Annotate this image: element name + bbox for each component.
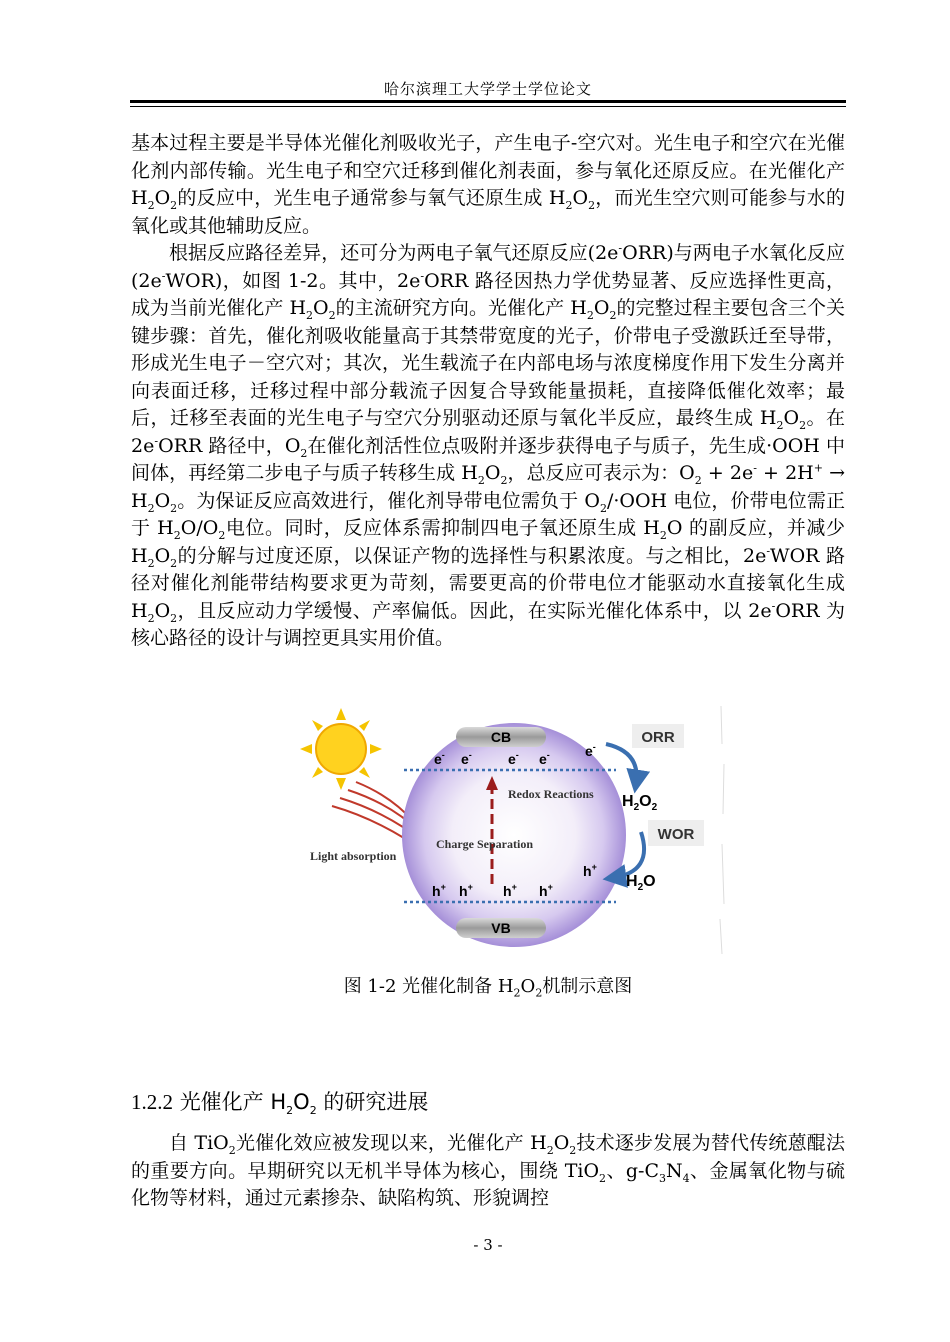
charge-separation-label: Charge Separation <box>436 837 533 851</box>
vb-label: VB <box>491 920 511 936</box>
scan-edge-marks <box>720 706 724 954</box>
page-number: - 3 - <box>473 1236 503 1254</box>
light-absorption-label: Light absorption <box>310 849 397 863</box>
mechanism-figure <box>296 704 740 966</box>
wor-label: WOR <box>657 826 695 843</box>
hole-2: h+ <box>459 882 473 899</box>
header-rule-thick <box>130 100 846 103</box>
paragraph-2: 根据反应路径差异，还可分为两电子氧气还原反应(2e-ORR)与两电子水氧化反应(2e-WOR)，如图 1-2。其中，2e-ORR 路径因热力学优势显著、反应选择性更高，成为当前光催化产 $H_2O_2$的主流研究方向。光催化产 $H_2O_2$的完整过程主要包含三个关键步骤：首先，催化剂吸收能量高于其禁带宽度的光子，价带电子受激跃迁至导带，形成光生电子－空穴对；其次，光生载流子在内部电场与浓度梯度作用下发生分离并向表面迁移，迁移过程中部分载流子因复合导致能量损耗，直接降低催化效率；最后，迁移至表面的光生电子与空穴分别驱动还原与氧化半反应，最终生成 $H_2O_2$。在 2e-ORR 路径中，$O_2$在催化剂活性位点吸附并逐步获得电子与质子，先生成·OOH 中间体，再经第二步电子与质子转移生成 $H_2O_2$，总反应可表示为：$O_2 + 2e^- + 2H^+ \to H_2O_2$。为保证反应高效进行，催化剂导带电位需负于 $O_2/\cdot OOH$ 电位，价带电位需正于 $H_2O/O_2$电位。同时，反应体系需抑制四电子氧还原生成 $H_2O$ 的副反应，并减少 $H_2O_2$的分解与过度还原，以保证产物的选择性与积累浓度。与之相比，2e-WOR 路径对催化剂能带结构要求更为苛刻，需要更高的价带电位才能驱动水直接氧化生成 $H_2O_2$，且反应动力学缓慢、产率偏低。因此，在实际光催化体系中，以 2e-ORR 为核心路径的设计与调控更具实用价值。 <box>131 241 845 649</box>
orr-label: ORR <box>641 729 675 746</box>
hole-3: h+ <box>503 882 517 899</box>
paragraph-1: 基本过程主要是半导体光催化剂吸收光子，产生电子-空穴对。光生电子和空穴在光催化剂内部传输。光生电子和空穴迁移到催化剂表面，参与氧化还原反应。在光催化产 $H_2O_2$的反应中，光生电子通常参与氧气还原生成 $H_2O_2$，而光生空穴则可能参与水的氧化或其他辅助反应。 <box>131 132 845 237</box>
body-text-bottom <box>131 1130 845 1213</box>
running-header: 哈尔滨理工大学学士学位论文 <box>383 80 592 98</box>
orr-product-h2o2: $H_2O_2$ <box>622 793 658 813</box>
electron-4: e- <box>539 750 550 767</box>
orr-arrow <box>606 744 637 784</box>
hole-4: h+ <box>539 882 553 899</box>
body-text-top <box>131 130 845 653</box>
section-heading: 1.2.2 光催化产 $H_2O_2$ 的研究进展 <box>131 1090 429 1118</box>
mechanism-diagram <box>296 704 740 966</box>
figure-caption: 图 1-2 光催化制备 $H_2O_2$机制示意图 <box>343 976 633 1000</box>
section-number: 1.2.2 <box>131 1090 173 1114</box>
sun-icon <box>300 708 382 790</box>
wor-hole: h+ <box>583 862 597 879</box>
electron-2: e- <box>461 750 472 767</box>
wor-reactant-h2o: $H_2O$ <box>626 873 656 893</box>
header-rule-thin <box>130 106 846 107</box>
orr-electron: e- <box>585 742 596 759</box>
paragraph-3: 自 TiO$_2$光催化效应被发现以来，光催化产 $H_2O_2$技术逐步发展为替代传统蒽醌法的重要方向。早期研究以无机半导体为核心，围绕 TiO$_2$、$g-C_3N_4$、金属氧化物与硫化物等材料，通过元素掺杂、缺陷构筑、形貌调控 <box>131 1132 845 1209</box>
electron-3: e- <box>508 750 519 767</box>
electron-1: e- <box>434 750 445 767</box>
cb-label: CB <box>490 729 512 745</box>
redox-label: Redox Reactions <box>508 787 594 801</box>
hole-1: h+ <box>432 882 446 899</box>
